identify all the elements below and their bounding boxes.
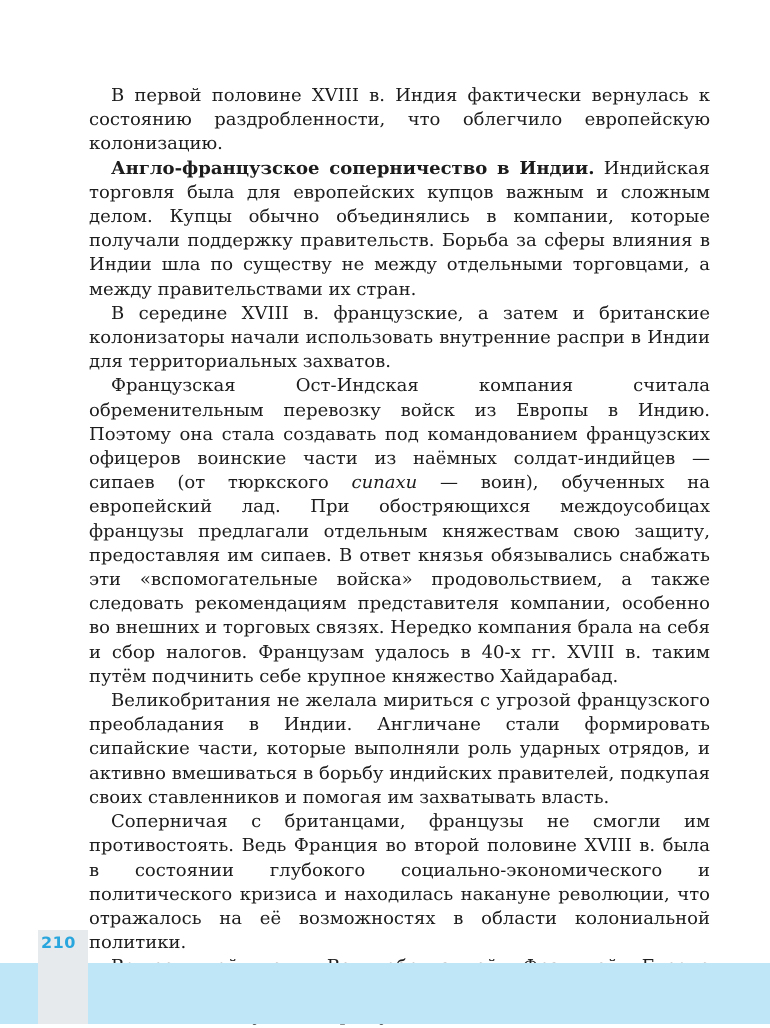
term-sipahi: сипахи (351, 472, 418, 494)
footer-band (0, 963, 770, 1024)
paragraph-france-crisis: Соперничая с британцами, французы не смогли им противостоять. Ведь Франция во второй половине XVIII в. была в состоянии глубокого социально-экономического и политического кризиса и находилась накануне революции, что отражалось на её возможностях в области колониальной политики. (89, 811, 710, 954)
paragraph-french-company (89, 374, 710, 689)
section-heading: Англо-французское соперничество в Индии. (111, 157, 595, 179)
paragraph-french-company-part1: Французская Ост-Индская компания считала обременительным перевозку войск из Европы в Индию. Поэтому она стала создавать под командованием французских офицеров воинские части из наёмных солдат-индийцев — сипаев (от тюркского (89, 375, 710, 494)
paragraph-intro: В первой половине XVIII в. Индия фактически вернулась к состоянию раздробленности, что облегчило европейскую колонизацию. (89, 85, 710, 155)
paragraph-britain: Великобритания не желала мириться с угрозой французского преобладания в Индии. Англичане стали формировать сипайские части, которые выполняли роль ударных отрядов, и активно вмешиваться в борьбу индийских правителей, подкупая своих ставленников и помогая им захватывать власть. (89, 690, 710, 808)
paragraph-rivalry-text: Индийская торговля была для европейских купцов важным и сложным делом. Купцы обычно объединялись в компании, которые получали поддержку правительств. Борьба за сферы влияния в Индии шла по существу не между отдельными торговцами, а между правительствами их стран. (89, 157, 710, 300)
main-text (89, 84, 710, 1028)
page-number: 210 (41, 933, 76, 952)
paragraph-rivalry (89, 157, 710, 302)
paragraph-french-company-part2: — воин), обученных на европейский лад. При обостряющихся междоусобицах французы предлагали отдельным княжествам свою защиту, предоставляя им сипаев. В ответ князья обязывались снабжать эти «вспомогательные войска» продовольствием, а также следовать рекомендациям представителя компании, особенно во внешних и торговых связях. Нередко компания брала на себя и сбор налогов. Французам удалось в 40-х гг. XVIII в. таким путём подчинить себе крупное княжество Хайдарабад. (89, 472, 710, 687)
paragraph-mid-century: В середине XVIII в. французские, а затем и британские колонизаторы начали использовать внутренние распри в Индии для территориальных захватов. (89, 302, 710, 373)
